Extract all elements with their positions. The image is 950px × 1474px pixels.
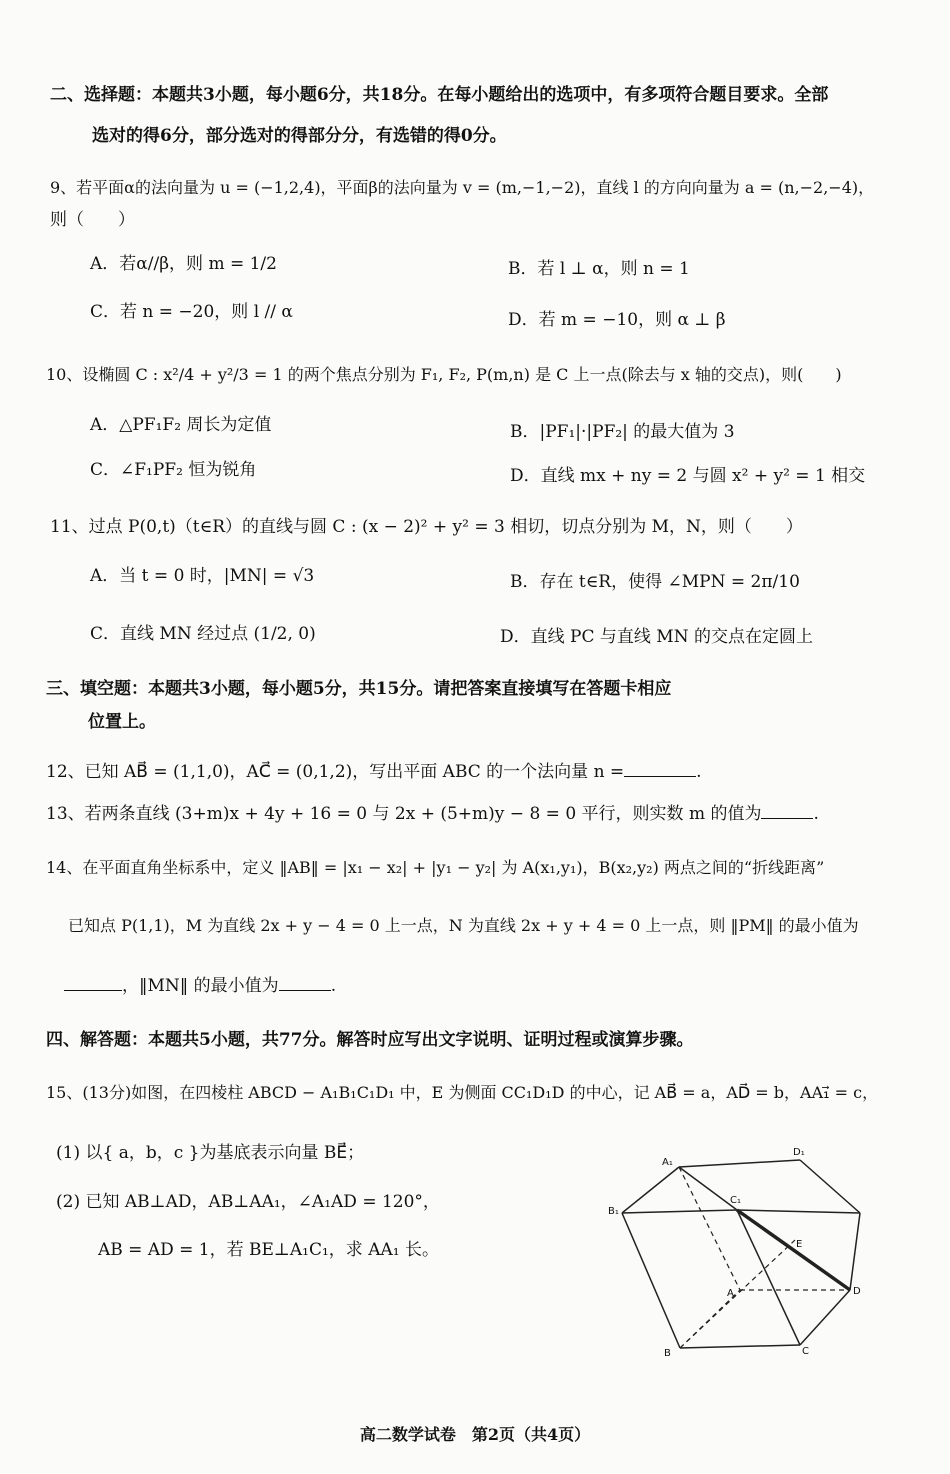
- q11-option-b: B．存在 t∈R，使得 ∠MPN = 2π/10: [510, 572, 800, 592]
- edge-a1-d1: [679, 1160, 800, 1167]
- q12-text: 12、已知 AB⃗ = (1,1,0)，AC⃗ = (0,1,2)，写出平面 ABC 的一个法向量 n =: [46, 762, 625, 782]
- q14-answer-blank-2: [279, 972, 331, 991]
- q14-period: .: [330, 976, 337, 996]
- edge-d1-d: [850, 1213, 860, 1290]
- hidden-edge-a1-a: [679, 1167, 740, 1290]
- q9-option-b: B．若 l ⊥ α，则 n = 1: [508, 259, 690, 279]
- edge-b-c: [680, 1345, 800, 1348]
- label-c1: C₁: [730, 1195, 741, 1206]
- label-b1: B₁: [608, 1206, 619, 1217]
- q10-option-a: A．△PF₁F₂ 周长为定值: [90, 415, 272, 435]
- label-c: C: [802, 1346, 809, 1357]
- section-2-heading-line1: 二、选择题：本题共3小题，每小题6分，共18分。在每小题给出的选项中，有多项符合题目要求。全部: [50, 85, 829, 105]
- q9-stem-cont: 则（ ）: [50, 210, 135, 230]
- q13-text: 13、若两条直线 (3+m)x + 4y + 16 = 0 与 2x + (5+m)y − 8 = 0 平行，则实数 m 的值为: [46, 804, 762, 824]
- q15-part-2-cont: AB = AD = 1，若 BE⊥A₁C₁，求 AA₁ 长。: [98, 1240, 439, 1260]
- q14-line3-text: ，‖MN‖ 的最小值为: [122, 976, 279, 996]
- hidden-segment-b-e: [680, 1240, 795, 1348]
- q14-line1: 14、在平面直角坐标系中，定义 ‖AB‖ = |x₁ − x₂| + |y₁ − y₂| 为 A(x₁,y₁)，B(x₂,y₂) 两点之间的“折线距离”: [46, 858, 825, 877]
- label-d: D: [853, 1286, 861, 1297]
- section-4-heading: 四、解答题：本题共5小题，共77分。解答时应写出文字说明、证明过程或演算步骤。: [46, 1030, 694, 1050]
- label-d1: D₁: [793, 1147, 805, 1158]
- q9-stem: 9、若平面α的法向量为 u = (−1,2,4)，平面β的法向量为 v = (m,−1,−2)，直线 l 的方向向量为 a = (n,−2,−4)，: [50, 178, 875, 197]
- q13-answer-blank: [761, 800, 813, 819]
- section-3-heading-line1: 三、填空题：本题共3小题，每小题5分，共15分。请把答案直接填写在答题卡相应: [46, 679, 672, 699]
- edge-b1-b: [622, 1213, 680, 1348]
- q13: [46, 800, 819, 826]
- label-e: E: [796, 1239, 803, 1250]
- section-2-heading-line2: 选对的得6分，部分选对的得部分分，有选错的得0分。: [92, 126, 507, 146]
- edge-d1-c1-right: [800, 1160, 860, 1213]
- q11-stem: 11、过点 P(0,t)（t∈R）的直线与圆 C : (x − 2)² + y² = 3 相切，切点分别为 M，N，则（ ）: [50, 517, 803, 537]
- q10-option-b: B．|PF₁|·|PF₂| 的最大值为 3: [510, 422, 735, 442]
- q15-part-1: (1) 以{ a，b，c }为基底表示向量 BE⃗；: [56, 1143, 365, 1163]
- q15-stem: 15、(13分)如图，在四棱柱 ABCD − A₁B₁C₁D₁ 中，E 为侧面 CC₁D₁D 的中心，记 AB⃗ = a，AD⃗ = b，AA₁⃗ = c，: [46, 1083, 879, 1102]
- label-b: B: [664, 1348, 671, 1359]
- edge-b1-c1: [622, 1210, 737, 1213]
- q9-option-c: C．若 n = −20，则 l // α: [90, 302, 293, 322]
- edge-a1-b1: [622, 1167, 679, 1213]
- section-3-heading-line2: 位置上。: [88, 712, 156, 732]
- q10-stem: 10、设椭圆 C : x²/4 + y²/3 = 1 的两个焦点分别为 F₁, F₂, P(m,n) 是 C 上一点(除去与 x 轴的交点)，则( ): [46, 365, 842, 384]
- q9-option-d: D．若 m = −10，则 α ⊥ β: [508, 310, 726, 330]
- q11-option-c: C．直线 MN 经过点 (1/2, 0): [90, 624, 316, 644]
- q12-answer-blank: [624, 758, 696, 777]
- q10-option-c: C．∠F₁PF₂ 恒为锐角: [90, 460, 257, 480]
- page-footer: 高二数学试卷 第2页（共4页）: [359, 1425, 591, 1444]
- q15-part-2: (2) 已知 AB⊥AD，AB⊥AA₁，∠A₁AD = 120°，: [56, 1192, 440, 1212]
- q14-answer-blank-1: [64, 972, 122, 991]
- q11-option-a: A．当 t = 0 时，|MN| = √3: [90, 566, 315, 586]
- parallelepiped-figure: [600, 1145, 880, 1360]
- edge-c-d: [800, 1290, 850, 1345]
- q14-line3: [64, 972, 336, 998]
- q10-option-d: D．直线 mx + ny = 2 与圆 x² + y² = 1 相交: [510, 466, 866, 486]
- edge-a1-c1: [679, 1167, 737, 1210]
- label-a: A: [727, 1288, 734, 1299]
- q12: [46, 758, 702, 784]
- edge-c1-top: [737, 1210, 860, 1213]
- q11-option-d: D．直线 PC 与直线 MN 的交点在定圆上: [500, 627, 813, 647]
- q14-line2: 已知点 P(1,1)，M 为直线 2x + y − 4 = 0 上一点，N 为直线 2x + y + 4 = 0 上一点，则 ‖PM‖ 的最小值为: [68, 916, 859, 935]
- q12-period: .: [696, 762, 702, 782]
- q9-option-a: A．若α//β，则 m = 1/2: [90, 254, 277, 274]
- q13-period: .: [813, 804, 819, 824]
- label-a1: A₁: [662, 1157, 673, 1168]
